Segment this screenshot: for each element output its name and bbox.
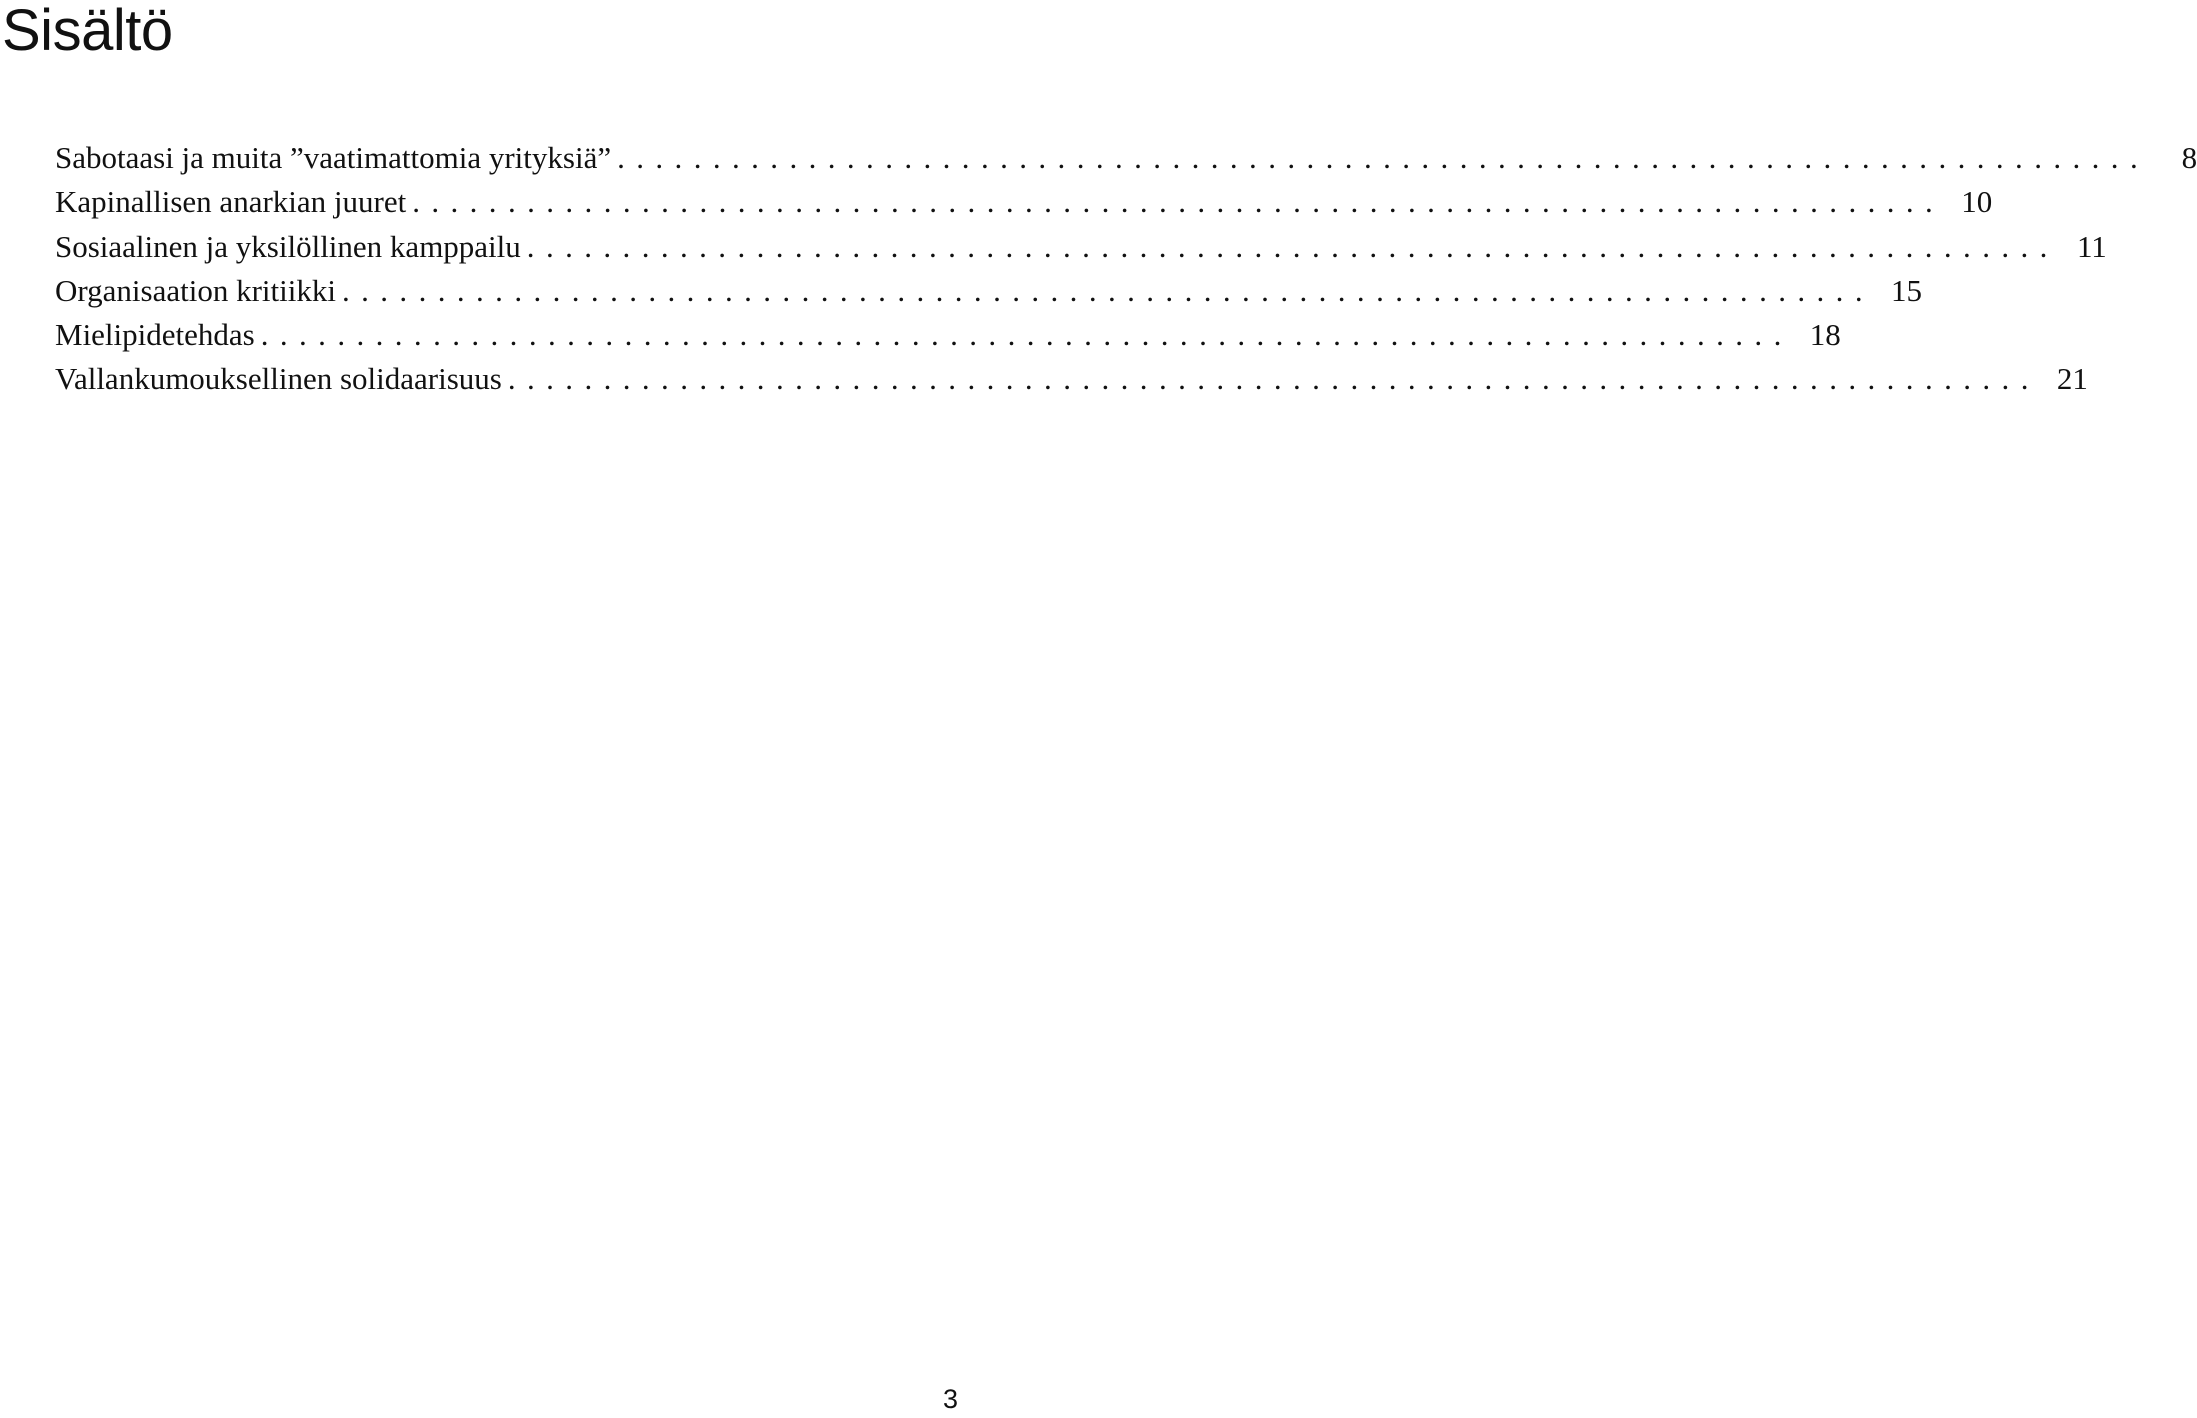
toc-entry[interactable] (55, 313, 1841, 357)
toc-entry-title: Mielipidetehdas (55, 317, 255, 353)
toc-entry-title: Vallankumouksellinen solidaarisuus (55, 361, 502, 397)
toc-entry-page: 11 (2076, 228, 2107, 264)
toc-entry-page: 15 (1890, 272, 1922, 308)
toc-dot-leader: ................................................................................ (526, 228, 2059, 264)
page-title: Sisältö (2, 0, 173, 63)
toc-dot-leader: ................................................................................ (260, 317, 1793, 353)
toc-entry-page: 10 (1961, 184, 1993, 220)
toc-entry[interactable] (55, 136, 2197, 180)
toc-entry[interactable] (55, 357, 2088, 401)
table-of-contents (55, 136, 2197, 402)
toc-dot-leader: ................................................................................ (507, 361, 2040, 397)
toc-entry-title: Kapinallisen anarkian juuret (55, 184, 407, 220)
toc-entry-title: Sabotaasi ja muita ”vaatimattomia yrityksiä” (55, 140, 612, 175)
toc-dot-leader: ................................................................................ (617, 140, 2150, 175)
toc-entry[interactable] (55, 180, 1993, 224)
toc-entry-title: Sosiaalinen ja yksilöllinen kamppailu (55, 228, 521, 264)
toc-dot-leader: ................................................................................ (412, 184, 1945, 220)
page-number: 3 (942, 1384, 958, 1414)
toc-dot-leader: ................................................................................ (341, 272, 1874, 308)
toc-entry[interactable] (55, 269, 1922, 313)
toc-entry-page: 8 (2181, 140, 2197, 175)
toc-entry-page: 18 (1809, 317, 1841, 353)
toc-entry-page: 21 (2056, 361, 2088, 397)
toc-entry-title: Organisaation kritiikki (55, 272, 336, 308)
toc-entry[interactable] (55, 225, 2107, 269)
